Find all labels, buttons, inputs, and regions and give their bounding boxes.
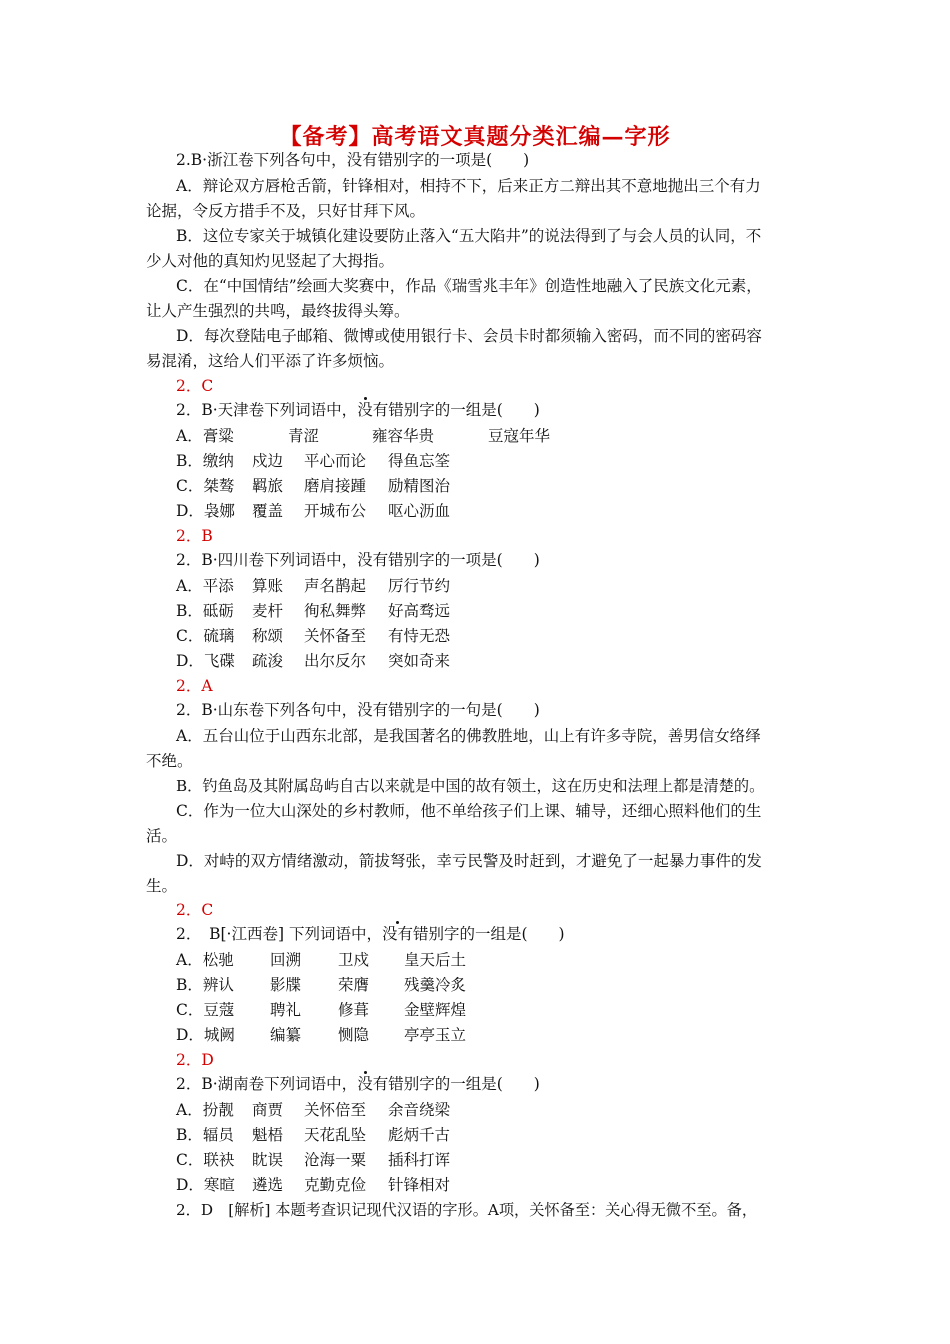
q3-word: 有恃无恐 [388, 627, 451, 645]
q5-word: 荣膺 [338, 976, 370, 994]
q5-word: 残羹冷炙 [404, 976, 467, 994]
q4-option-a-line2: 不绝。 [146, 752, 193, 770]
q5-option-row [176, 1025, 466, 1045]
q6-word: 商贾 [252, 1101, 284, 1119]
q6-word: 天花乱坠 [304, 1126, 367, 1144]
q5-word: 修葺 [338, 1001, 370, 1019]
q3-word: 关怀备至 [304, 627, 367, 645]
q6-word: 沧海一粟 [304, 1151, 367, 1169]
q6-word: 插科打诨 [388, 1151, 451, 1169]
q6-stem-suffix: 有错别字的一组是( ) [372, 1075, 540, 1093]
q4-option-c-line1: C．作为一位大山深处的乡村教师，他不单给孩子们上课、辅导，还细心照料他们的生 [176, 802, 762, 820]
q2-word: A．膏粱 [176, 427, 234, 445]
q3-word: 厉行节约 [388, 577, 451, 595]
q3-word: 突如奇来 [388, 652, 451, 670]
q2-word: D．袅娜 [176, 502, 235, 520]
q3-stem: 2．B·四川卷下列词语中，没有错别字的一项是( ) [176, 551, 540, 569]
q2-answer: 2．B [176, 527, 213, 545]
q5-word: 影牒 [270, 976, 302, 994]
q3-word: 算账 [252, 577, 284, 595]
q6-word: 关怀倍至 [304, 1101, 367, 1119]
q3-word: B．砥砺 [176, 602, 234, 620]
q2-word: 雍容华贵 [372, 427, 435, 445]
q1-option-c-line2: 让人产生强烈的共鸣，最终拔得头筹。 [146, 302, 410, 320]
q1-option-d-line2: 易混淆，这给人们平添了许多烦恼。 [146, 352, 395, 370]
q5-word: 聘礼 [270, 1001, 302, 1019]
q5-option-row [176, 975, 466, 995]
q5-word: 金壁辉煌 [404, 1001, 467, 1019]
q2-stem-emphasis: 没 [357, 401, 373, 419]
q1-stem: 2.B·浙江卷下列各句中，没有错别字的一项是( ) [176, 151, 530, 169]
q5-option-row [176, 1000, 466, 1020]
q6-option-row [176, 1175, 450, 1195]
q6-word: 魁梧 [252, 1126, 284, 1144]
q2-stem-suffix: 有错别字的一组是( ) [372, 401, 540, 419]
q3-word: 声名鹊起 [304, 577, 367, 595]
q2-word: 磨肩接踵 [304, 477, 367, 495]
q6-word: 眈误 [252, 1151, 284, 1169]
q5-word: 皇天后土 [404, 951, 467, 969]
q6-option-row [176, 1125, 450, 1145]
q1-option-c-line1: C．在“中国情结”绘画大奖赛中，作品《瑞雪兆丰年》创造性地融入了民族文化元素， [176, 277, 762, 295]
q6-stem-emphasis: 没 [357, 1075, 373, 1093]
q3-word: C．硫璃 [176, 627, 235, 645]
q5-stem [176, 924, 565, 944]
q2-word: 呕心沥血 [388, 502, 451, 520]
q2-option-row [176, 451, 450, 471]
q5-option-row [176, 950, 466, 970]
q2-word: 青涩 [288, 427, 320, 445]
q6-word: A．扮靓 [176, 1101, 234, 1119]
q4-option-a-line1: A．五台山位于山西东北部，是我国著名的佛教胜地，山上有许多寺院，善男信女络绎 [176, 727, 761, 745]
q2-word: 得鱼忘筌 [388, 452, 451, 470]
q2-word: 戍边 [252, 452, 284, 470]
q3-word: 徇私舞弊 [304, 602, 367, 620]
q3-option-row [176, 651, 450, 671]
q3-word: 出尔反尔 [304, 652, 367, 670]
q3-word: 称颂 [252, 627, 284, 645]
q6-word: B．辐员 [176, 1126, 234, 1144]
q1-answer: 2．C [176, 377, 214, 395]
q1-option-a-line1: A．辩论双方唇枪舌箭，针锋相对，相持不下，后来正方二辩出其不意地抛出三个有力 [176, 177, 761, 195]
q2-word: 覆盖 [252, 502, 284, 520]
q5-stem-suffix: 错别字的一组是( ) [412, 925, 565, 943]
q2-option-row [176, 426, 550, 446]
q2-word: 豆寇年华 [488, 427, 551, 445]
q5-word: 恻隐 [338, 1026, 370, 1044]
q6-word: C．联袂 [176, 1151, 235, 1169]
q3-option-row [176, 601, 450, 621]
q5-stem-prefix: 2． B[·江西卷] 下列词语中， [176, 925, 382, 943]
q5-word: 卫戍 [338, 951, 370, 969]
q3-word: A．平添 [176, 577, 234, 595]
q1-option-b-line2: 少人对他的真知灼见竖起了大拇指。 [146, 252, 395, 270]
q6-stem [176, 1074, 540, 1094]
q3-word: 好高骛远 [388, 602, 451, 620]
q5-word: A．松驰 [176, 951, 234, 969]
q5-word: 亭亭玉立 [404, 1026, 467, 1044]
q2-option-row [176, 501, 450, 521]
q6-option-row [176, 1150, 450, 1170]
q6-word: D．寒暄 [176, 1176, 235, 1194]
q5-stem-emphasis: 没有 [381, 925, 413, 943]
q2-stem [176, 400, 540, 420]
q6-answer-explanation: 2．D [解析] 本题考查识记现代汉语的字形。A项，关怀备至：关心得无微不至。备， [176, 1201, 758, 1219]
q2-stem-prefix: 2．B·天津卷下列词语中， [176, 401, 358, 419]
q4-option-b-line1: B．钓鱼岛及其附属岛屿自古以来就是中国的故有领土，这在历史和法理上都是清楚的。 [176, 777, 765, 795]
q4-answer: 2．C [176, 901, 214, 919]
q3-word: D．飞碟 [176, 652, 235, 670]
q6-option-row [176, 1100, 450, 1120]
q6-word: 克勤克俭 [304, 1176, 367, 1194]
q3-option-row [176, 576, 450, 596]
q5-word: D．城阙 [176, 1026, 235, 1044]
q2-word: C．桀骜 [176, 477, 235, 495]
q2-word: 开城布公 [304, 502, 367, 520]
q5-word: 编纂 [270, 1026, 302, 1044]
q4-option-d-line1: D．对峙的双方情绪激动，箭拔弩张，幸亏民警及时赶到，才避免了一起暴力事件的发 [176, 852, 762, 870]
q2-word: 羁旅 [252, 477, 284, 495]
q1-option-d-line1: D．每次登陆电子邮箱、微博或使用银行卡、会员卡时都须输入密码，而不同的密码容 [176, 327, 762, 345]
q5-answer: 2．D [176, 1051, 214, 1069]
q1-option-b-line1: B．这位专家关于城镇化建设要防止落入“五大陷井”的说法得到了与会人员的认同，不 [176, 227, 762, 245]
q4-stem: 2．B·山东卷下列各句中，没有错别字的一句是( ) [176, 701, 540, 719]
q2-word: B．缴纳 [176, 452, 234, 470]
q6-word: 遴选 [252, 1176, 284, 1194]
q2-word: 平心而论 [304, 452, 367, 470]
q3-option-row [176, 626, 450, 646]
document-title: 【备考】高考语文真题分类汇编—字形 [279, 124, 671, 150]
q5-word: C．豆蔻 [176, 1001, 235, 1019]
q1-option-a-line2: 论据，令反方措手不及，只好甘拜下风。 [146, 202, 426, 220]
q3-answer: 2．A [176, 677, 213, 695]
q2-option-row [176, 476, 450, 496]
q4-option-d-line2: 生。 [146, 877, 178, 895]
q6-word: 彪炳千古 [388, 1126, 451, 1144]
q4-option-c-line2: 活。 [146, 827, 178, 845]
q6-word: 针锋相对 [388, 1176, 451, 1194]
q6-word: 余音绕梁 [388, 1101, 451, 1119]
q6-stem-prefix: 2．B·湖南卷下列词语中， [176, 1075, 358, 1093]
q5-word: 回溯 [270, 951, 302, 969]
q3-word: 疏浚 [252, 652, 284, 670]
q5-word: B．辨认 [176, 976, 234, 994]
q3-word: 麦杆 [252, 602, 284, 620]
q2-word: 励精图治 [388, 477, 451, 495]
